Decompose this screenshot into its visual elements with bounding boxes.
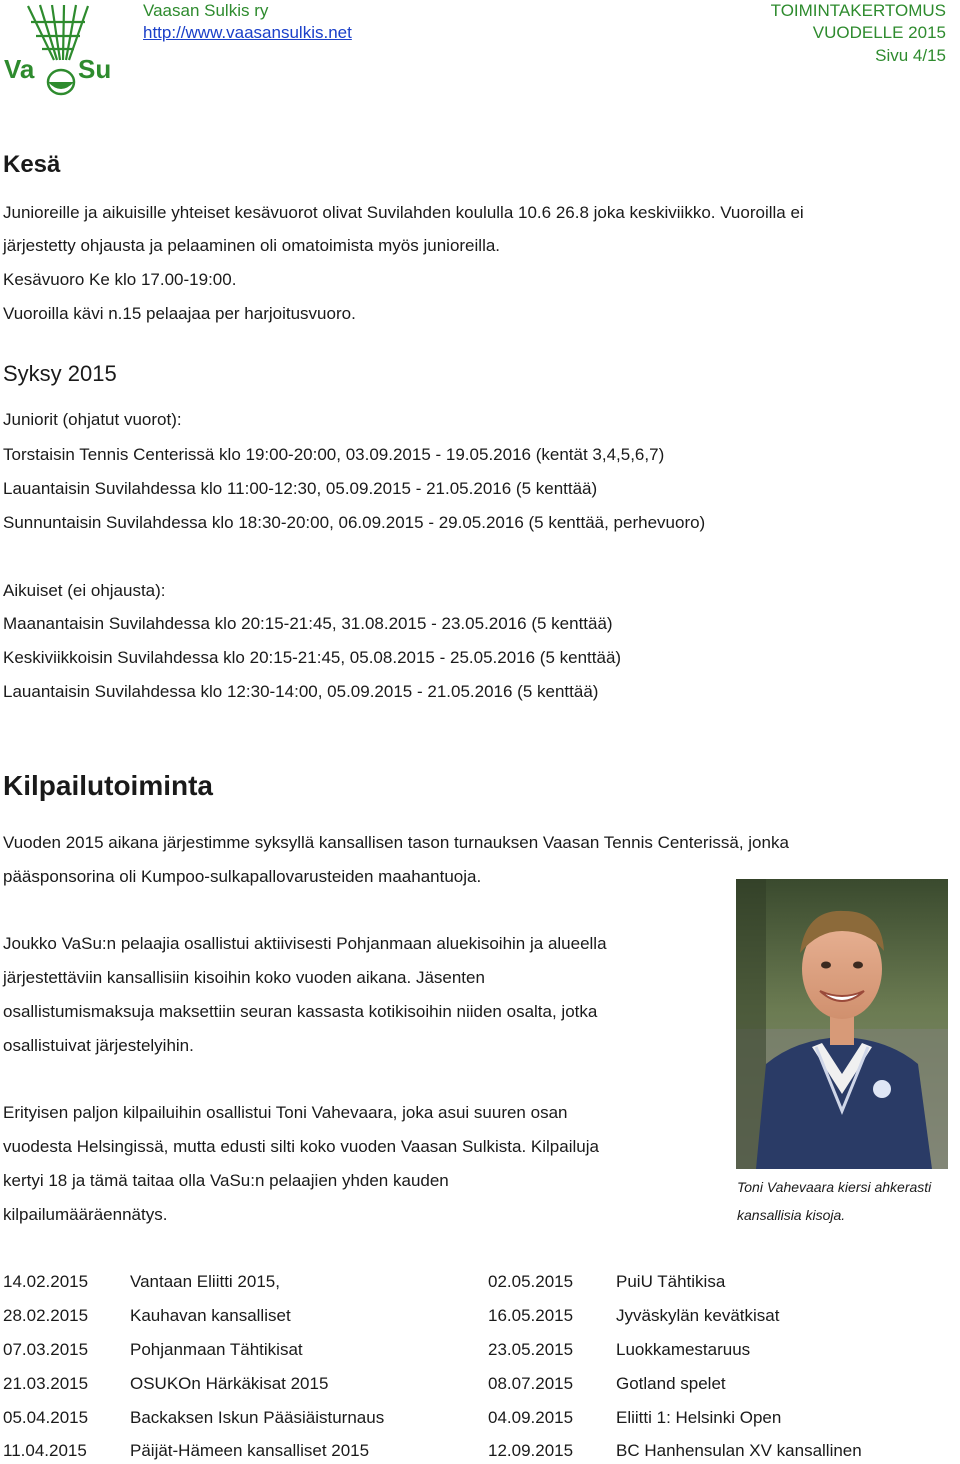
results-left-event: Kauhavan kansalliset: [130, 1306, 291, 1325]
results-right-date: 08.07.2015: [488, 1374, 574, 1393]
adult-schedule-row: Keskiviikkoisin Suvilahdessa klo 20:15-21:45, 05.08.2015 - 25.05.2016 (5 kenttää): [3, 648, 622, 667]
results-right-date: 16.05.2015: [488, 1306, 574, 1325]
results-right-date: 04.09.2015: [488, 1408, 574, 1427]
adults-label: Aikuiset (ei ohjausta):: [3, 581, 166, 600]
results-right-date: 12.09.2015: [488, 1441, 574, 1460]
para2-line: järjestettäviin kansallisiin kisoihin koko vuoden aikana. Jäsenten: [3, 968, 485, 987]
junior-schedule-row: Torstaisin Tennis Centerissä klo 19:00-20:00, 03.09.2015 - 19.05.2016 (kentät 3,4,5,6,7): [3, 445, 665, 464]
results-left-event: Päijät-Hämeen kansalliset 2015: [130, 1441, 370, 1460]
photo-caption-line: Toni Vahevaara kiersi ahkerasti: [737, 1179, 932, 1195]
results-right-event: BC Hanhensulan XV kansallinen: [616, 1441, 862, 1460]
photo-caption-line: kansallisia kisoja.: [737, 1207, 846, 1223]
para1-line: Vuoden 2015 aikana järjestimme syksyllä kansallisen tason turnauksen Vaasan Tennis Centerissä, jonka: [3, 833, 789, 852]
results-right-event: Luokkamestaruus: [616, 1340, 751, 1359]
junior-schedule-row: Sunnuntaisin Suvilahdessa klo 18:30-20:00, 06.09.2015 - 29.05.2016 (5 kenttää, perhevuoro): [3, 513, 706, 532]
para2-line: osallistumismaksuja maksettiin seuran kassasta kotikisoihin niiden osalta, jotka: [3, 1002, 598, 1021]
player-photo: [736, 879, 948, 1169]
results-left-date: 14.02.2015: [3, 1272, 89, 1291]
junior-schedule-row: Lauantaisin Suvilahdessa klo 11:00-12:30, 05.09.2015 - 21.05.2016 (5 kenttää): [3, 479, 598, 498]
results-left-event: Pohjanmaan Tähtikisat: [130, 1340, 303, 1359]
results-right-event: Jyväskylän kevätkisat: [616, 1306, 780, 1325]
heading-syksy: Syksy 2015: [3, 361, 117, 386]
results-left-event: OSUKOn Härkäkisat 2015: [130, 1374, 329, 1393]
para3-line: Erityisen paljon kilpailuihin osallistui Toni Vahevaara, joka asui suuren osan: [3, 1103, 568, 1122]
results-left-date: 21.03.2015: [3, 1374, 89, 1393]
heading-kilpailutoiminta: Kilpailutoiminta: [3, 770, 213, 801]
logo-text-va: Va: [4, 54, 35, 84]
adult-schedule-row: Lauantaisin Suvilahdessa klo 12:30-14:00, 05.09.2015 - 21.05.2016 (5 kenttää): [3, 682, 599, 701]
results-left-date: 07.03.2015: [3, 1340, 89, 1359]
results-right-event: Gotland spelet: [616, 1374, 726, 1393]
logo-text-su: Su: [78, 54, 112, 84]
org-name: Vaasan Sulkis ry: [143, 1, 269, 20]
doc-title-line1: TOIMINTAKERTOMUS: [770, 1, 946, 20]
results-right-event: Eliitti 1: Helsinki Open: [616, 1408, 782, 1427]
para1-line: pääsponsorina oli Kumpoo-sulkapallovarusteiden maahantuoja.: [3, 867, 482, 886]
results-left-date: 05.04.2015: [3, 1408, 89, 1427]
vasu-logo: [2, 2, 114, 100]
para3-line: kertyi 18 ja tämä taitaa olla VaSu:n pelaajien yhden kauden: [3, 1171, 449, 1190]
results-left-date: 28.02.2015: [3, 1306, 89, 1325]
results-right-date: 23.05.2015: [488, 1340, 574, 1359]
results-left-event: Backaksen Iskun Pääsiäisturnaus: [130, 1408, 385, 1427]
results-right-date: 02.05.2015: [488, 1272, 574, 1291]
website-link[interactable]: http://www.vaasansulkis.net: [143, 23, 352, 42]
juniors-label: Juniorit (ohjatut vuorot):: [3, 410, 182, 429]
heading-kesa: Kesä: [3, 151, 61, 178]
kesa-line-1: Junioreille ja aikuisille yhteiset kesävuorot olivat Suvilahden koululla 10.6 26.8 joka keskiviikko. Vuoroilla ei: [3, 203, 804, 222]
doc-title-line2: VUODELLE 2015: [812, 23, 946, 42]
kesa-line-2: järjestetty ohjausta ja pelaaminen oli omatoimista myös junioreilla.: [3, 236, 501, 255]
results-left-date: 11.04.2015: [3, 1441, 87, 1460]
shuttlecock-logo-icon: [2, 2, 114, 100]
kesa-line-4: Vuoroilla kävi n.15 pelaajaa per harjoitusvuoro.: [3, 304, 356, 323]
para2-line: osallistuivat järjestelyihin.: [3, 1036, 194, 1055]
results-right-event: PuiU Tähtikisa: [616, 1272, 726, 1291]
para3-line: kilpailumääräennätys.: [3, 1205, 168, 1224]
page-number: Sivu 4/15: [875, 46, 946, 65]
adult-schedule-row: Maanantaisin Suvilahdessa klo 20:15-21:45, 31.08.2015 - 23.05.2016 (5 kenttää): [3, 614, 613, 633]
para2-line: Joukko VaSu:n pelaajia osallistui aktiivisesti Pohjanmaan aluekisoihin ja alueella: [3, 934, 607, 953]
results-left-event: Vantaan Eliitti 2015,: [130, 1272, 280, 1291]
para3-line: vuodesta Helsingissä, mutta edusti silti koko vuoden Vaasan Sulkista. Kilpailuja: [3, 1137, 599, 1156]
kesa-line-3: Kesävuoro Ke klo 17.00-19:00.: [3, 270, 237, 289]
